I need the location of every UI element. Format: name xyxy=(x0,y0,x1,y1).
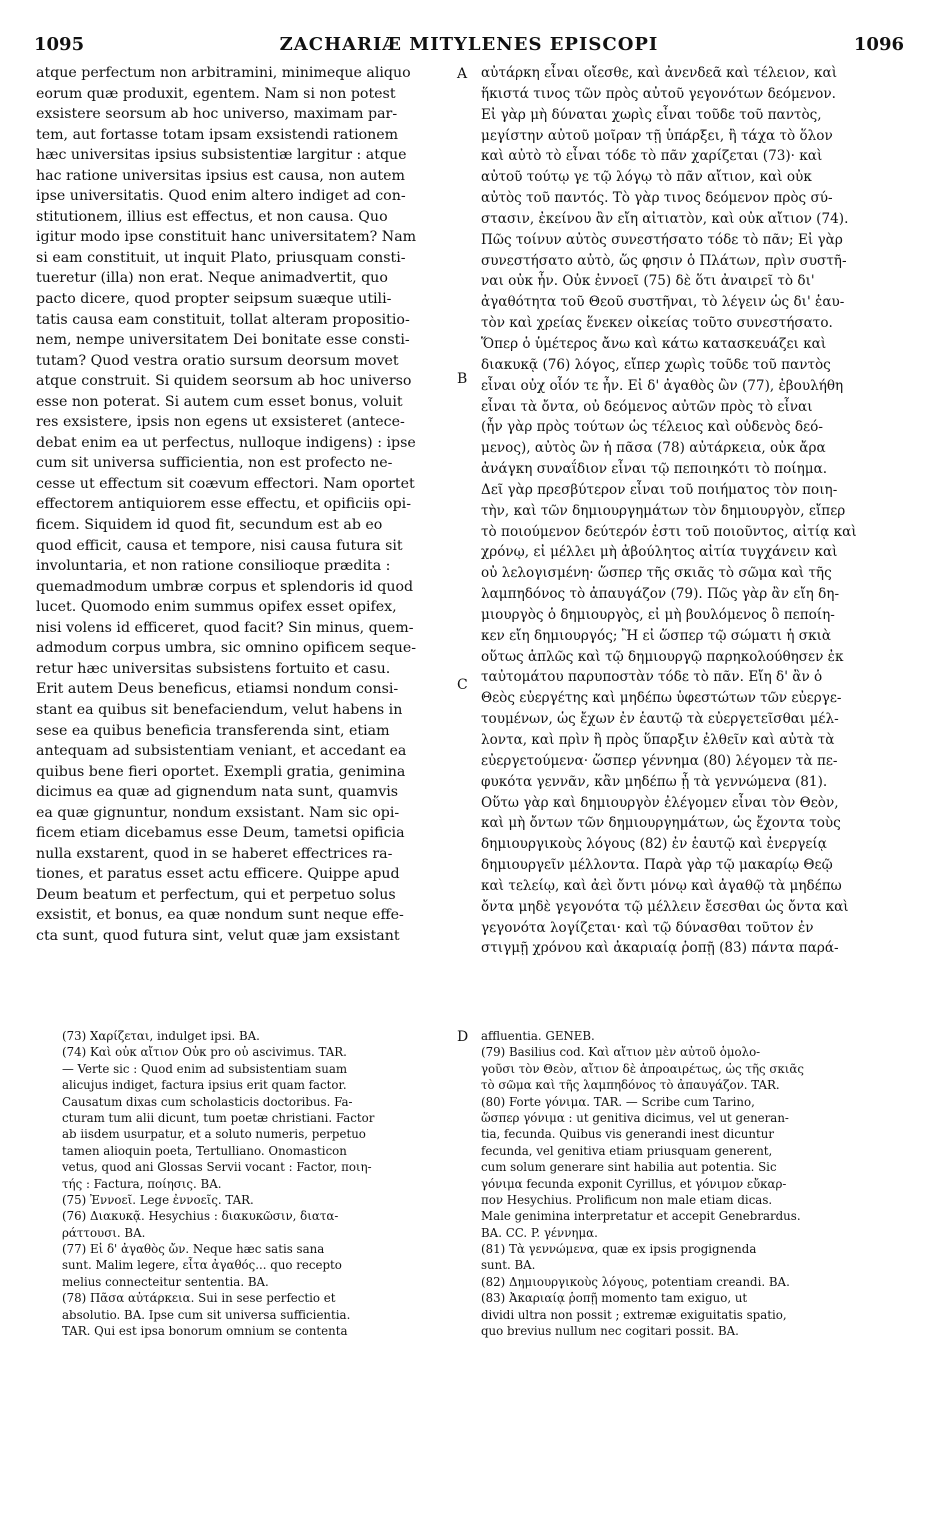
latin-text-line: tem, aut fortasse totam ipsam exsistendi rationem xyxy=(36,126,399,143)
latin-text-line: cta sunt, quod futura sint, velut quæ jam exsistant xyxy=(36,927,400,944)
latin-text-line: ficem. Siquidem id quod fit, secundum est ab eo xyxy=(36,517,383,534)
latin-text-line: Deum beatum et perfectum, qui et perpetuo solus xyxy=(36,886,396,903)
latin-text-line: effectorem antiquiorem esse effectu, et opificiis opi- xyxy=(36,496,412,513)
greek-text-line: μεγίστην αὐτοῦ μοῖραν τῇ ὑπάρξει, ἢ τάχα τὸ ὅλον xyxy=(481,127,833,144)
greek-text-line: Ὅπερ ὁ ὑμέτερος ἄνω καὶ κάτω κατασκευάζει καὶ xyxy=(481,335,827,352)
greek-text-line: στασιν, ἐκείνου ἂν εἴη αἰτιατὸν, καὶ οὐκ αἴτιον (74). xyxy=(481,210,849,227)
margin-letter: D xyxy=(457,1029,469,1045)
latin-text-line: nisi volens id efficeret, quod facit? Sin minus, quem- xyxy=(36,619,414,636)
footnote-line: fecunda, vel genitiva etiam priusquam generent, xyxy=(481,1143,773,1158)
footnote-line: vetus, quod ani Glossas Servii vocant : Factor, ποιη- xyxy=(62,1160,372,1175)
latin-text-line: quibus bene fieri oportet. Exempli gratia, genimina xyxy=(36,763,406,780)
greek-text-line: χρόνῳ, εἰ μέλλει μὴ ἀβούλητος αἰτία τυγχάνειν καὶ xyxy=(481,544,838,561)
greek-text-line: αὐτάρκη εἶναι οἴεσθε, καὶ ἀνενδεᾶ καὶ τέλειον, καὶ xyxy=(481,65,838,81)
greek-text-line: εὐεργετούμενα· ὥσπερ γέννημα (80) λέγομεν τὰ πε- xyxy=(481,752,838,769)
greek-text-line: τουμένων, ὡς ἔχων ἐν ἑαυτῷ τὰ εὐεργετεῖσθαι μέλ- xyxy=(481,711,839,728)
latin-text-line: esse non poterat. Si autem cum esset bonus, voluit xyxy=(36,393,403,410)
latin-text-line: igitur modo ipse constituit hanc universitatem? Nam xyxy=(36,229,417,246)
footnote-line: γόνιμα fecunda exponit Cyrillus, et γόνιμον εὔκαρ- xyxy=(481,1176,787,1191)
margin-letter: B xyxy=(457,371,468,387)
latin-text-line: ficem etiam dicebamus esse Deum, tametsi opificia xyxy=(36,825,405,842)
greek-text-line: αὐτοῦ τούτῳ γε τῷ λόγῳ τὸ πᾶν αἴτιον, καὶ οὐκ xyxy=(481,169,812,186)
latin-text-line: pacto dicere, quod propter seipsum suæque utili- xyxy=(36,291,392,308)
greek-text-line: μενος), αὐτὸς ὢν ἡ πᾶσα (78) αὐτάρκεια, οὐκ ἄρα xyxy=(481,440,826,457)
latin-text-line: exsistere seorsum ab hoc universo, maximam par- xyxy=(36,106,398,123)
footnotes-left xyxy=(62,1028,454,1339)
greek-text-line: δημιουργικοὺς λόγους (82) ἐν ἑαυτῷ καὶ ἐνεργείᾳ xyxy=(481,836,827,853)
latin-text-line: lucet. Quomodo enim summus opifex esset opifex, xyxy=(36,599,397,616)
latin-text-line: hac ratione universitas ipsius est causa, non autem xyxy=(36,167,405,184)
greek-text-line: Πῶς τοίνυν αὐτὸς συνεστήσατο τόδε τὸ πᾶν; Εἰ γὰρ xyxy=(481,231,843,248)
latin-text-line: cesse ut effectum sit coævum effectori. Nam oportet xyxy=(36,475,415,492)
greek-text-line: ὄντα μηδὲ γεγονότα τῷ μέλλειν ἔσεσθαι ὡς ὄντα καὶ xyxy=(481,898,849,915)
latin-text-line: quemadmodum umbræ corpus et splendoris id quod xyxy=(36,578,414,595)
footnotes-right xyxy=(481,1028,891,1339)
greek-text-line: λαμπηδόνος τὸ ἀπαυγάζον (79). Πῶς γὰρ ἂν εἴη δη- xyxy=(481,586,840,603)
latin-text-line: nulla exstarent, quod in se haberet effectrices ra- xyxy=(36,845,393,862)
footnote-line: absolutio. BA. Ipse cum sit universa sufficientia. xyxy=(62,1307,351,1322)
latin-text-line: atque perfectum non arbitramini, minimeque aliquo xyxy=(36,65,411,81)
latin-text-line: ea quæ gignuntur, nondum exsistant. Nam sic opi- xyxy=(36,804,400,821)
footnote-line: (80) Forte γόνιμα. TAR. — Scribe cum Tarino, xyxy=(481,1094,755,1109)
greek-text-line: Δεῖ γὰρ πρεσβύτερον εἶναι τοῦ ποιήματος τὸν ποιη- xyxy=(481,481,838,498)
greek-text-line: τὸ ποιούμενον δεύτερόν ἐστι τοῦ ποιοῦντος, αἰτίᾳ καὶ xyxy=(481,523,857,540)
footnote-line: — Verte sic : Quod enim ad subsistentiam suam xyxy=(62,1061,348,1076)
footnote-line: BA. CC. P. γέννημα. xyxy=(481,1225,598,1240)
footnote-line: cturam tum alii dicunt, tum poetæ christiani. Factor xyxy=(62,1110,375,1125)
latin-text-line: hæc universitas ipsius subsistentiæ largitur : atque xyxy=(36,147,407,164)
footnote-line: (75) Ἐννοεῖ. Lege ἐννοεῖς. TAR. xyxy=(62,1192,254,1207)
footnote-line: quo brevius nullum nec cogitari possit. BA. xyxy=(481,1324,739,1339)
greek-text-line: ἥκιστά τινος τῶν πρὸς αὐτοῦ γεγονότων δεόμενον. xyxy=(481,85,836,102)
footnote-line: (81) Τὰ γεννώμενα, quæ ex ipsis progignenda xyxy=(481,1242,757,1257)
latin-text-line: tueretur (illa) non erat. Neque animadvertit, quo xyxy=(36,270,388,287)
latin-text-line: si eam constituit, ut inquit Plato, priusquam consti- xyxy=(36,249,406,266)
footnote-line: (76) Διακυκᾷ. Hesychius : διακυκῶσιν, διατα- xyxy=(62,1209,339,1224)
latin-text-line: tatis causa eam constituit, tollat alteram propositio- xyxy=(36,311,410,328)
greek-text-line: (ἦν γὰρ πρὸς τούτων ὡς τέλειος καὶ οὐδενὸς δεό- xyxy=(481,419,823,436)
latin-text-line: involuntaria, et non ratione consilioque prædita : xyxy=(36,558,391,575)
latin-text-line: admodum corpus umbra, sic omnino opificem seque- xyxy=(36,640,417,657)
footnote-line: ab iisdem usurpatur, et a soluto numeris, perpetuo xyxy=(62,1127,366,1142)
footnote-line: Causatum dixas cum scholasticis doctoribus. Fa- xyxy=(62,1094,353,1109)
latin-text-line: eorum quæ produxit, egentem. Nam si non potest xyxy=(36,85,396,102)
latin-text-line: retur hæc universitas subsistens fortuito et casu. xyxy=(36,660,391,677)
margin-letter: A xyxy=(457,66,468,82)
greek-text-line: ταὐτομάτου παρυποστὰν τόδε τὸ πᾶν. Εἴη δ' ἂν ὁ xyxy=(481,669,823,686)
footnote-line: ὥσπερ γόνιμα : ut genitiva dicimus, vel ut generan- xyxy=(481,1110,789,1125)
margin-letter: C xyxy=(457,677,468,693)
footnote-line: melius connecteitur sententia. BA. xyxy=(62,1274,269,1289)
footnote-line: sunt. BA. xyxy=(481,1258,536,1273)
footnote-line: (74) Καὶ οὐκ αἴτιον Οὐκ pro οὐ ascivimus. TAR. xyxy=(62,1045,347,1060)
greek-text-line: αὐτὸς τοῦ παντός. Τὸ γὰρ τινος δεόμενον πρὸς σύ- xyxy=(481,190,833,207)
greek-text-line: διακυκᾷ (76) λόγος, εἴπερ χωρὶς τοῦδε τοῦ παντὸς xyxy=(481,356,831,373)
latin-text-line: stitutionem, illius est effectus, et non causa. Quo xyxy=(36,208,388,225)
latin-text-line: ipse universitatis. Quod enim altero indiget ad con- xyxy=(36,188,406,205)
latin-text-line: sese ea quibus beneficia transferenda sint, etiam xyxy=(36,722,390,739)
greek-text-line: συνεστήσατο αὐτὸ, ὥς φησιν ὁ Πλάτων, πρὶν συστῆ- xyxy=(481,252,847,269)
greek-text-line: Θεὸς εὐεργέτης καὶ μηδέπω ὑφεστώτων τῶν εὐεργε- xyxy=(481,690,842,707)
greek-text-line: στιγμῇ χρόνου καὶ ἀκαριαίᾳ ῥοπῇ (83) πάντα παρά- xyxy=(481,940,839,957)
greek-text-line: φυκότα γεννᾶν, κἂν μηδέπω ᾖ τὰ γεννώμενα (81). xyxy=(481,773,828,790)
latin-text-line: quod efficit, causa et tempore, nisi causa futura sit xyxy=(36,537,403,554)
footnote-line: (78) Πᾶσα αὐτάρκεια. Sui in sese perfectio et xyxy=(62,1291,336,1306)
footnote-line: ράττουσι. BA. xyxy=(62,1225,146,1240)
footnote-line: τὸ σῶμα καὶ τῆς λαμπηδόνος τὸ ἀπαυγάζον. TAR. xyxy=(481,1078,780,1093)
footnote-line: (73) Χαρίζεται, indulget ipsi. BA. xyxy=(62,1029,260,1043)
greek-column xyxy=(481,63,891,959)
footnote-line: TAR. Qui est ipsa bonorum omnium se contenta xyxy=(62,1324,348,1339)
latin-text-line: tutam? Quod vestra oratio sursum deorsum movet xyxy=(36,352,399,369)
footnote-line: (77) Εἰ δ' ἀγαθὸς ὤν. Neque hæc satis sana xyxy=(62,1242,325,1257)
latin-column xyxy=(36,63,454,947)
footnote-line: dividi ultra non possit ; extremæ exiguitatis spatio, xyxy=(481,1307,787,1322)
greek-text-line: μιουργὸς ὁ δημιουργὸς, εἰ μὴ βουλόμενος ὃ πεποίη- xyxy=(481,606,835,623)
footnote-line: (83) Ἀκαριαίᾳ ῥοπῇ momento tam exiguo, ut xyxy=(481,1291,748,1306)
greek-text-line: καὶ αὐτὸ τὸ εἶναι τόδε τὸ πᾶν χαρίζεται (73)· καὶ xyxy=(481,148,823,165)
latin-text-line: exsistit, et bonus, ea quæ nondum sunt neque effe- xyxy=(36,907,404,924)
footnote-line: (79) Basilius cod. Καὶ αἴτιον μὲν αὐτοῦ ὁμολο- xyxy=(481,1045,761,1060)
greek-text-line: ναι οὐκ ἦν. Οὐκ ἐννοεῖ (75) δὲ ὅτι ἀναιρεῖ τὸ δι' xyxy=(481,273,815,290)
running-title: ZACHARIÆ MITYLENES EPISCOPI xyxy=(279,34,659,55)
greek-text-line: καὶ τελείῳ, καὶ ἀεὶ ὄντι μόνῳ καὶ ἀγαθῷ τὰ μηδέπω xyxy=(481,877,842,894)
latin-text-line: res exsistere, ipsis non egens ut exsisteret (antece- xyxy=(36,414,405,431)
greek-text-line: εἶναι τὰ ὄντα, οὐ δεόμενος αὐτῶν πρὸς τὸ εἶναι xyxy=(481,398,813,415)
footnote-line: affluentia. GENEB. xyxy=(481,1029,595,1043)
greek-text-line: εἶναι οὐχ οἷόν τε ἦν. Εἰ δ' ἀγαθὸς ὢν (77), ἐβουλήθη xyxy=(481,377,844,394)
page-number-left: 1095 xyxy=(34,34,85,55)
greek-text-line: τὸν καὶ χρείας ἕνεκεν οἰκείας τοῦτο συνεστήσατο. xyxy=(481,315,833,332)
greek-text-line: τὴν, καὶ τῶν δημιουργημάτων τὸν δημιουργὸν, εἴπερ xyxy=(481,502,846,519)
latin-text-line: atque construit. Si quidem seorsum ab hoc universo xyxy=(36,373,412,390)
page-header xyxy=(34,34,904,58)
latin-text-line: antequam ad subsistentiam veniant, et accedant ea xyxy=(36,743,407,760)
footnote-line: πον Hesychius. Prolificum non male etiam dicas. xyxy=(481,1192,773,1207)
footnote-line: alicujus indiget, factura ipsius erit quam factor. xyxy=(62,1078,347,1093)
greek-text-line: Εἰ γὰρ μὴ δύναται χωρὶς εἶναι τοῦδε τοῦ παντὸς, xyxy=(481,106,822,123)
greek-text-line: ἀνάγκη συναΐδιον εἶναι τῷ πεποιηκότι τὸ ποίημα. xyxy=(481,461,828,478)
footnote-line: tamen alioquin poeta, Tertulliano. Onomasticon xyxy=(62,1143,347,1158)
footnote-line: tia, fecunda. Quibus vis generandi inest dicuntur xyxy=(481,1127,774,1142)
latin-text-line: debat enim ea ut perfectus, nulloque indigens) : ipse xyxy=(36,434,416,451)
footnote-line: cum solum generare sint habilia aut potentia. Sic xyxy=(481,1160,777,1175)
greek-text-line: λοντα, καὶ πρὶν ἢ πρὸς ὕπαρξιν ἐλθεῖν καὶ αὐτὰ τὰ xyxy=(481,732,835,748)
greek-text-line: οὐ λελογισμένη· ὥσπερ τῆς σκιᾶς τὸ σῶμα καὶ τῆς xyxy=(481,565,832,582)
footnote-line: (82) Δημιουργικοὺς λόγους, potentiam creandi. BA. xyxy=(481,1274,790,1289)
greek-text-line: γεγονότα λογίζεται· καὶ τῷ δύνασθαι τοῦτον ἐν xyxy=(481,919,814,936)
latin-text-line: nem, nempe universitatem Dei bonitate esse consti- xyxy=(36,332,410,349)
footnote-line: γοῦσι τὸν Θεὸν, αἴτιον δὲ ἀπροαιρέτως, ὡς τῆς σκιᾶς xyxy=(481,1061,805,1076)
latin-text-line: cum sit universa sufficientia, non est profecto ne- xyxy=(36,455,393,472)
page-number-right: 1096 xyxy=(853,34,904,55)
latin-text-line: Erit autem Deus beneficus, etiamsi nondum consi- xyxy=(36,681,399,698)
latin-text-line: tiones, et paratus esset actu efficere. Quippe apud xyxy=(36,866,400,883)
greek-text-line: κεν εἴη δημιουργός; Ἢ εἰ ὥσπερ τῷ σώματι ἡ σκιὰ xyxy=(481,627,832,644)
greek-text-line: ἀγαθότητα τοῦ Θεοῦ συστῆναι, τὸ λέγειν ὡς δι' ἑαυ- xyxy=(481,294,845,311)
footnote-line: Male genimina interpretatur et accepit Genebrardus. xyxy=(481,1209,801,1224)
latin-text-line: stant ea quibus sit benefaciendum, velut habens in xyxy=(36,701,403,718)
latin-text-line: dicimus ea quæ ad gignendum nata sunt, quamvis xyxy=(36,784,399,801)
greek-text-line: δημιουργεῖν μέλλοντα. Παρὰ γὰρ τῷ μακαρίῳ Θεῷ xyxy=(481,857,833,874)
greek-text-line: οὕτως ἁπλῶς καὶ τῷ δημιουργῷ παρηκολούθησεν ἐκ xyxy=(481,648,844,665)
greek-text-line: Οὕτω γὰρ καὶ δημιουργὸν ἐλέγομεν εἶναι τὸν Θεὸν, xyxy=(481,794,839,811)
footnote-line: τής : Factura, ποίησις. BA. xyxy=(62,1176,222,1191)
footnote-line: sunt. Malim legere, εἶτα ἀγαθός... quo recepto xyxy=(62,1258,342,1273)
greek-text-line: καὶ μὴ ὄντων τῶν δημιουργημάτων, ὡς ἔχοντα τοὺς xyxy=(481,815,841,832)
